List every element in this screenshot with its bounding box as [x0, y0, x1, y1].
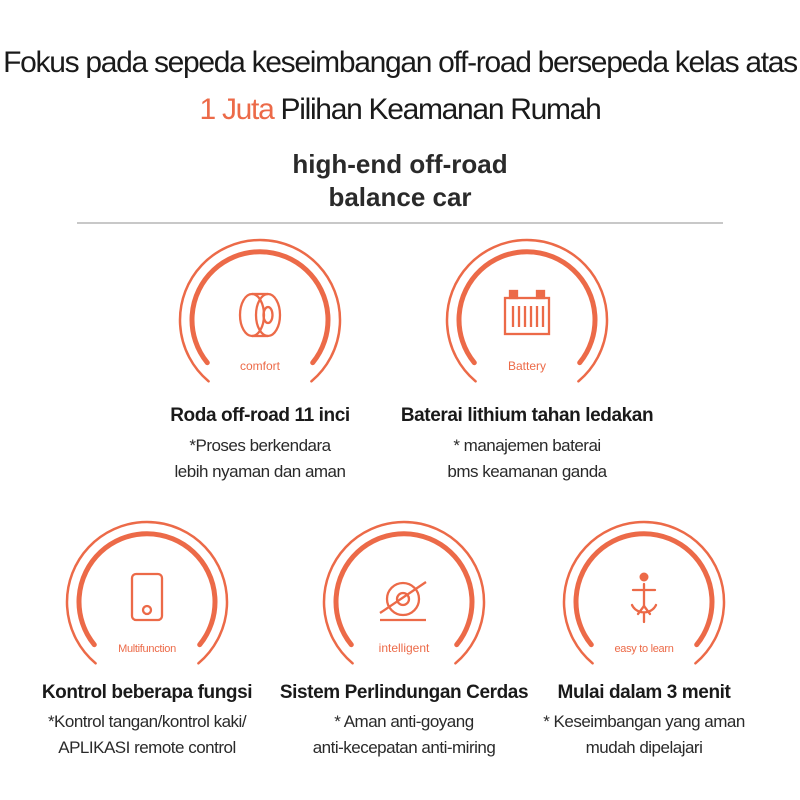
feature-title: Roda off-road 11 inci	[170, 405, 350, 426]
multifunction-badge-label: Multifunction	[118, 643, 176, 655]
battery-badge-ring	[452, 245, 602, 390]
feature-title: Mulai dalam 3 menit	[557, 682, 731, 703]
feature-desc-line1: *Kontrol tangan/kontrol kaki/	[47, 712, 247, 731]
feature-battery	[397, 245, 657, 485]
battery-badge-label: Battery	[507, 359, 547, 373]
feature-desc-line1: * manajemen baterai	[453, 436, 601, 455]
feature-easy-to-learn	[514, 527, 774, 761]
feature-title: Kontrol beberapa fungsi	[41, 682, 253, 703]
headline-accent: 1 Juta	[199, 93, 274, 126]
headline-line2	[0, 93, 800, 127]
feature-desc-line1: * Aman anti-goyang	[334, 712, 474, 731]
feature-comfort	[130, 245, 390, 485]
rider-icon	[632, 573, 656, 623]
tire-icon	[240, 294, 280, 336]
feature-desc-line2: lebih nyaman dan aman	[174, 462, 346, 481]
feature-desc-line1: * Keseimbangan yang aman	[543, 712, 745, 731]
feature-desc-line1: *Proses berkendara	[189, 436, 331, 455]
multifunction-badge-ring	[72, 527, 222, 672]
divider	[77, 222, 723, 224]
feature-desc-line2: mudah dipelajari	[585, 738, 703, 757]
feature-desc-line2: bms keamanan ganda	[447, 462, 607, 481]
feature-title: Sistem Perlindungan Cerdas	[279, 682, 529, 703]
subtitle-line2: balance car	[328, 182, 472, 212]
remote-control-icon	[132, 574, 162, 620]
feature-title: Baterai lithium tahan ledakan	[400, 405, 654, 426]
feature-desc-line2: anti-kecepatan anti-miring	[312, 738, 496, 757]
comfort-badge-label: comfort	[239, 359, 281, 373]
feature-desc-line2: APLIKASI remote control	[58, 738, 236, 757]
intelligent-badge-label: intelligent	[378, 641, 430, 655]
anti-speed-icon	[380, 582, 426, 620]
feature-intelligent	[274, 527, 534, 761]
easy-to-learn-badge-ring	[569, 527, 719, 672]
headline-line1: Fokus pada sepeda keseimbangan off-road bersepeda kelas atas	[3, 46, 797, 79]
comfort-badge-ring	[185, 245, 335, 390]
easy-to-learn-badge-label: easy to learn	[614, 643, 674, 655]
intelligent-badge-ring	[329, 527, 479, 672]
subtitle-line1: high-end off-road	[292, 149, 508, 179]
subtitle	[0, 148, 800, 214]
headline-rest: Pilihan Keamanan Rumah	[273, 93, 601, 126]
feature-multifunction	[17, 527, 277, 761]
battery-icon	[505, 291, 549, 334]
